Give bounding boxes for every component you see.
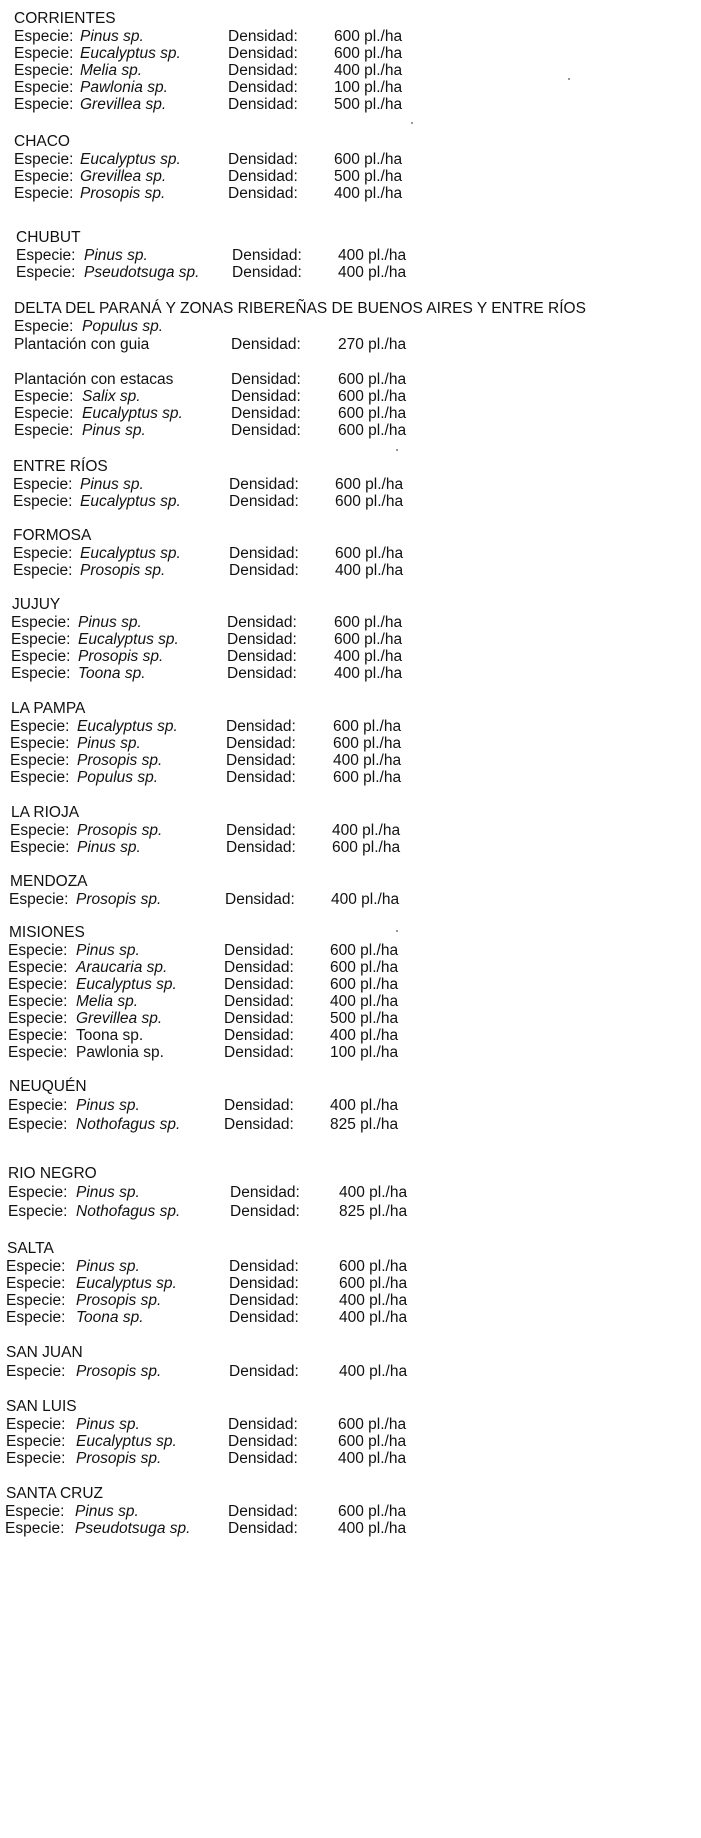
table-row — [0, 769, 701, 787]
density-value: 600 pl./ha — [338, 1416, 407, 1433]
densidad-label: Densidad: — [226, 752, 296, 769]
table-row — [0, 993, 701, 1011]
especie-label: Especie: — [10, 752, 70, 769]
species-name: Pinus sp. — [76, 1097, 140, 1114]
density-value: 400 pl./ha — [333, 752, 402, 769]
densidad-label: Densidad: — [231, 422, 301, 439]
table-row — [0, 336, 701, 354]
densidad-label: Densidad: — [226, 735, 296, 752]
table-row — [0, 1363, 701, 1381]
densidad-label: Densidad: — [229, 1258, 299, 1275]
densidad-label: Densidad: — [228, 151, 298, 168]
density-value: 400 pl./ha — [339, 1292, 408, 1309]
species-name: Pseudotsuga sp. — [75, 1520, 191, 1537]
densidad-label: Densidad: — [226, 839, 296, 856]
densidad-label: Densidad: — [230, 1203, 300, 1220]
densidad-label: Densidad: — [231, 371, 301, 388]
section-title: NEUQUÉN — [9, 1078, 87, 1095]
section-title: SAN LUIS — [6, 1398, 77, 1415]
section-title: SALTA — [7, 1240, 54, 1257]
density-value: 600 pl./ha — [338, 1503, 407, 1520]
table-row — [0, 718, 701, 736]
table-row — [0, 891, 701, 909]
density-value: 600 pl./ha — [338, 371, 407, 388]
scan-speck — [568, 78, 570, 80]
table-row — [0, 1520, 701, 1538]
densidad-label: Densidad: — [228, 28, 298, 45]
species-name: Eucalyptus sp. — [80, 45, 181, 62]
densidad-label: Densidad: — [224, 1027, 294, 1044]
density-value: 400 pl./ha — [332, 822, 401, 839]
species-name: Populus sp. — [82, 318, 163, 335]
table-row — [0, 614, 701, 632]
table-row — [0, 264, 701, 282]
species-name: Prosopis sp. — [76, 891, 162, 908]
densidad-label: Densidad: — [224, 1010, 294, 1027]
density-value: 825 pl./ha — [339, 1203, 408, 1220]
density-value: 600 pl./ha — [339, 1258, 408, 1275]
densidad-label: Densidad: — [231, 405, 301, 422]
density-value: 600 pl./ha — [333, 735, 402, 752]
densidad-label: Densidad: — [224, 1097, 294, 1114]
especie-label: Especie: — [11, 614, 71, 631]
density-value: 600 pl./ha — [333, 718, 402, 735]
table-row — [0, 1275, 701, 1293]
species-name: Prosopis sp. — [80, 562, 166, 579]
species-name: Prosopis sp. — [78, 648, 164, 665]
density-value: 100 pl./ha — [334, 79, 403, 96]
density-value: 825 pl./ha — [330, 1116, 399, 1133]
table-row — [0, 822, 701, 840]
section-title: CORRIENTES — [14, 10, 116, 27]
densidad-label: Densidad: — [224, 976, 294, 993]
table-row — [0, 168, 701, 186]
density-value: 600 pl./ha — [335, 493, 404, 510]
densidad-label: Densidad: — [224, 1116, 294, 1133]
table-row — [0, 62, 701, 80]
species-name: Pinus sp. — [76, 1184, 140, 1201]
especie-label: Especie: — [10, 822, 70, 839]
species-name: Grevillea sp. — [80, 168, 167, 185]
especie-label: Especie: — [9, 891, 69, 908]
species-name: Pawlonia sp. — [80, 79, 168, 96]
species-name: Prosopis sp. — [77, 822, 163, 839]
section-title: FORMOSA — [13, 527, 92, 544]
density-value: 400 pl./ha — [338, 1520, 407, 1537]
especie-label: Especie: — [6, 1309, 66, 1326]
table-row — [0, 493, 701, 511]
density-value: 400 pl./ha — [334, 62, 403, 79]
density-value: 600 pl./ha — [334, 45, 403, 62]
densidad-label: Densidad: — [229, 1275, 299, 1292]
species-name: Pinus sp. — [76, 1258, 140, 1275]
especie-label: Especie: — [10, 839, 70, 856]
table-row — [0, 1203, 701, 1221]
table-row — [0, 839, 701, 857]
table-row — [0, 247, 701, 265]
species-name: Melia sp. — [76, 993, 139, 1010]
especie-label: Especie: — [8, 1097, 68, 1114]
table-row — [0, 45, 701, 63]
density-value: 400 pl./ha — [334, 648, 403, 665]
species-name: Pseudotsuga sp. — [84, 264, 200, 281]
table-row — [0, 976, 701, 994]
species-name: Eucalyptus sp. — [82, 405, 183, 422]
especie-label: Especie: — [16, 264, 76, 281]
table-row — [0, 631, 701, 649]
especie-label: Especie: — [13, 493, 73, 510]
especie-label: Especie: — [8, 1044, 68, 1061]
densidad-label: Densidad: — [224, 942, 294, 959]
density-value: 600 pl./ha — [339, 1275, 408, 1292]
density-value: 400 pl./ha — [339, 1309, 408, 1326]
densidad-label: Densidad: — [228, 62, 298, 79]
densidad-label: Densidad: — [228, 1433, 298, 1450]
species-name: Pinus sp. — [76, 942, 140, 959]
densidad-label: Densidad: — [228, 1520, 298, 1537]
density-value: 600 pl./ha — [330, 942, 399, 959]
table-row — [0, 476, 701, 494]
especie-label: Especie: — [14, 96, 74, 113]
especie-label: Especie: — [8, 976, 68, 993]
table-row — [0, 1010, 701, 1028]
density-value: 400 pl./ha — [331, 891, 400, 908]
densidad-label: Densidad: — [228, 45, 298, 62]
densidad-label: Densidad: — [231, 336, 301, 353]
densidad-label: Densidad: — [224, 1044, 294, 1061]
density-value: 270 pl./ha — [338, 336, 407, 353]
species-name: Populus sp. — [77, 769, 158, 786]
table-row — [0, 1433, 701, 1451]
table-row — [0, 752, 701, 770]
table-row — [0, 1097, 701, 1115]
especie-label: Especie: — [14, 151, 74, 168]
densidad-label: Densidad: — [228, 1503, 298, 1520]
densidad-label: Densidad: — [227, 665, 297, 682]
species-name: Eucalyptus sp. — [78, 631, 179, 648]
species-name: Prosopis sp. — [76, 1450, 162, 1467]
especie-label: Especie: — [11, 631, 71, 648]
table-row — [0, 1292, 701, 1310]
table-row — [0, 665, 701, 683]
species-name: Prosopis sp. — [80, 185, 166, 202]
densidad-label: Densidad: — [226, 769, 296, 786]
species-name: Eucalyptus sp. — [76, 976, 177, 993]
table-row — [0, 942, 701, 960]
density-value: 600 pl./ha — [335, 476, 404, 493]
densidad-label: Densidad: — [229, 1309, 299, 1326]
section-title: LA PAMPA — [11, 700, 86, 717]
densidad-label: Densidad: — [227, 614, 297, 631]
section-title: LA RIOJA — [11, 804, 80, 821]
section-title: CHACO — [14, 133, 70, 150]
densidad-label: Densidad: — [232, 264, 302, 281]
especie-label: Especie: — [10, 718, 70, 735]
scan-speck — [411, 122, 413, 124]
species-name: Nothofagus sp. — [76, 1116, 181, 1133]
especie-label: Especie: — [6, 1258, 66, 1275]
species-name: Grevillea sp. — [76, 1010, 163, 1027]
species-name: Prosopis sp. — [76, 1292, 162, 1309]
density-value: 400 pl./ha — [334, 665, 403, 682]
especie-label: Especie: — [13, 562, 73, 579]
density-value: 600 pl./ha — [334, 151, 403, 168]
density-value: 400 pl./ha — [339, 1363, 408, 1380]
table-row — [0, 562, 701, 580]
table-row — [0, 545, 701, 563]
densidad-label: Densidad: — [225, 891, 295, 908]
table-row — [0, 1450, 701, 1468]
especie-label: Especie: — [14, 388, 74, 405]
species-name: Pinus sp. — [76, 1416, 140, 1433]
especie-label: Especie: — [14, 62, 74, 79]
density-value: 400 pl./ha — [330, 993, 399, 1010]
density-value: 600 pl./ha — [332, 839, 401, 856]
especie-label: Especie: — [10, 769, 70, 786]
species-name: Nothofagus sp. — [76, 1203, 181, 1220]
plantation-label: Plantación con guia — [14, 336, 150, 353]
density-value: 600 pl./ha — [334, 614, 403, 631]
density-value: 600 pl./ha — [333, 769, 402, 786]
densidad-label: Densidad: — [228, 79, 298, 96]
densidad-label: Densidad: — [229, 562, 299, 579]
especie-label: Especie: — [10, 735, 70, 752]
table-row — [0, 1503, 701, 1521]
especie-label: Especie: — [8, 959, 68, 976]
species-name: Pinus sp. — [75, 1503, 139, 1520]
density-value: 600 pl./ha — [338, 405, 407, 422]
especie-label: Especie: — [14, 185, 74, 202]
table-row — [0, 422, 701, 440]
density-value: 600 pl./ha — [338, 422, 407, 439]
species-name: Eucalyptus sp. — [80, 493, 181, 510]
species-name: Araucaria sp. — [76, 959, 168, 976]
especie-label: Especie: — [11, 648, 71, 665]
especie-label: Especie: — [6, 1275, 66, 1292]
section-title: ENTRE RÍOS — [13, 458, 108, 475]
table-row — [0, 79, 701, 97]
species-name: Eucalyptus sp. — [76, 1275, 177, 1292]
table-row — [0, 1258, 701, 1276]
especie-label: Especie: — [5, 1520, 65, 1537]
species-name: Pinus sp. — [82, 422, 146, 439]
table-row — [0, 28, 701, 46]
species-name: Pinus sp. — [78, 614, 142, 631]
densidad-label: Densidad: — [232, 247, 302, 264]
species-name: Pinus sp. — [80, 28, 144, 45]
species-name: Toona sp. — [76, 1309, 144, 1326]
especie-label: Especie: — [14, 318, 74, 335]
table-row — [0, 1309, 701, 1327]
species-name: Eucalyptus sp. — [77, 718, 178, 735]
densidad-label: Densidad: — [224, 959, 294, 976]
densidad-label: Densidad: — [230, 1184, 300, 1201]
table-row — [0, 388, 701, 406]
especie-label: Especie: — [8, 1027, 68, 1044]
especie-label: Especie: — [5, 1503, 65, 1520]
densidad-label: Densidad: — [224, 993, 294, 1010]
table-row — [0, 735, 701, 753]
table-row — [0, 1184, 701, 1202]
densidad-label: Densidad: — [228, 185, 298, 202]
density-value: 400 pl./ha — [338, 247, 407, 264]
especie-label: Especie: — [14, 168, 74, 185]
especie-label: Especie: — [13, 545, 73, 562]
section-title: MENDOZA — [10, 873, 88, 890]
table-row — [0, 318, 701, 336]
species-name: Pinus sp. — [80, 476, 144, 493]
section-title: RIO NEGRO — [8, 1165, 97, 1182]
densidad-label: Densidad: — [229, 545, 299, 562]
table-row — [0, 1116, 701, 1134]
density-value: 600 pl./ha — [335, 545, 404, 562]
table-row — [0, 96, 701, 114]
densidad-label: Densidad: — [226, 718, 296, 735]
species-name: Prosopis sp. — [76, 1363, 162, 1380]
scan-speck — [396, 449, 398, 451]
table-row — [0, 151, 701, 169]
especie-label: Especie: — [8, 993, 68, 1010]
plantation-label: Plantación con estacas — [14, 371, 174, 388]
densidad-label: Densidad: — [229, 476, 299, 493]
especie-label: Especie: — [8, 1203, 68, 1220]
densidad-label: Densidad: — [229, 1363, 299, 1380]
table-row — [0, 371, 701, 389]
table-row — [0, 185, 701, 203]
especie-label: Especie: — [14, 28, 74, 45]
density-value: 400 pl./ha — [338, 264, 407, 281]
density-value: 600 pl./ha — [334, 28, 403, 45]
densidad-label: Densidad: — [228, 1450, 298, 1467]
species-name: Pawlonia sp. — [76, 1044, 164, 1061]
table-row — [0, 959, 701, 977]
table-row — [0, 405, 701, 423]
species-name: Eucalyptus sp. — [76, 1433, 177, 1450]
especie-label: Especie: — [16, 247, 76, 264]
species-name: Salix sp. — [82, 388, 141, 405]
table-row — [0, 648, 701, 666]
section-title: SANTA CRUZ — [6, 1485, 104, 1502]
densidad-label: Densidad: — [227, 648, 297, 665]
densidad-label: Densidad: — [229, 493, 299, 510]
species-name: Toona sp. — [76, 1027, 144, 1044]
density-value: 600 pl./ha — [338, 388, 407, 405]
especie-label: Especie: — [14, 45, 74, 62]
section-title: SAN JUAN — [6, 1344, 83, 1361]
section-title: JUJUY — [12, 596, 61, 613]
densidad-label: Densidad: — [228, 168, 298, 185]
density-value: 400 pl./ha — [334, 185, 403, 202]
density-value: 500 pl./ha — [330, 1010, 399, 1027]
species-name: Toona sp. — [78, 665, 146, 682]
especie-label: Especie: — [6, 1292, 66, 1309]
species-name: Pinus sp. — [77, 735, 141, 752]
especie-label: Especie: — [8, 1184, 68, 1201]
density-value: 600 pl./ha — [330, 976, 399, 993]
especie-label: Especie: — [8, 1010, 68, 1027]
especie-label: Especie: — [6, 1433, 66, 1450]
density-value: 400 pl./ha — [339, 1184, 408, 1201]
table-row — [0, 1416, 701, 1434]
especie-label: Especie: — [6, 1363, 66, 1380]
especie-label: Especie: — [6, 1416, 66, 1433]
species-name: Eucalyptus sp. — [80, 151, 181, 168]
species-name: Prosopis sp. — [77, 752, 163, 769]
densidad-label: Densidad: — [228, 1416, 298, 1433]
species-name: Pinus sp. — [77, 839, 141, 856]
species-name: Pinus sp. — [84, 247, 148, 264]
especie-label: Especie: — [14, 79, 74, 96]
density-value: 600 pl./ha — [334, 631, 403, 648]
densidad-label: Densidad: — [229, 1292, 299, 1309]
especie-label: Especie: — [11, 665, 71, 682]
density-value: 400 pl./ha — [330, 1027, 399, 1044]
especie-label: Especie: — [13, 476, 73, 493]
density-value: 400 pl./ha — [338, 1450, 407, 1467]
density-value: 600 pl./ha — [338, 1433, 407, 1450]
densidad-label: Densidad: — [228, 96, 298, 113]
density-value: 400 pl./ha — [335, 562, 404, 579]
densidad-label: Densidad: — [227, 631, 297, 648]
density-value: 600 pl./ha — [330, 959, 399, 976]
especie-label: Especie: — [14, 422, 74, 439]
densidad-label: Densidad: — [226, 822, 296, 839]
especie-label: Especie: — [14, 405, 74, 422]
table-row — [0, 1027, 701, 1045]
density-value: 100 pl./ha — [330, 1044, 399, 1061]
density-value: 500 pl./ha — [334, 96, 403, 113]
especie-label: Especie: — [8, 942, 68, 959]
especie-label: Especie: — [6, 1450, 66, 1467]
especie-label: Especie: — [8, 1116, 68, 1133]
species-name: Grevillea sp. — [80, 96, 167, 113]
section-title: CHUBUT — [16, 229, 81, 246]
density-value: 500 pl./ha — [334, 168, 403, 185]
species-name: Eucalyptus sp. — [80, 545, 181, 562]
densidad-label: Densidad: — [231, 388, 301, 405]
section-title: DELTA DEL PARANÁ Y ZONAS RIBEREÑAS DE BUENOS AIRES Y ENTRE RÍOS — [14, 300, 586, 317]
section-title: MISIONES — [9, 924, 85, 941]
scan-speck — [396, 930, 398, 932]
table-row — [0, 1044, 701, 1062]
density-value: 400 pl./ha — [330, 1097, 399, 1114]
species-name: Melia sp. — [80, 62, 143, 79]
